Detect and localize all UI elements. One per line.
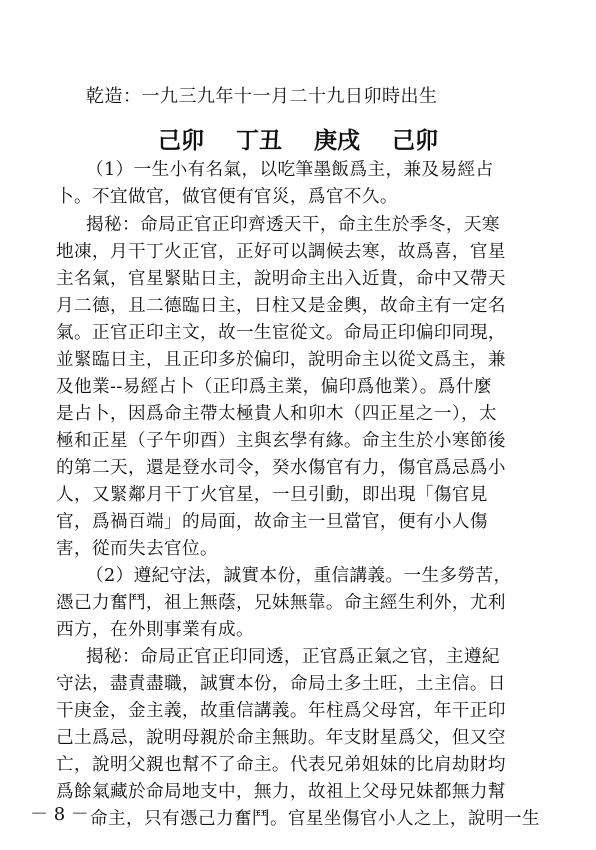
hour-pillar: 己卯 [392, 127, 439, 154]
text-line: 亡，說明父親也幫不了命主。代表兄弟姐妹的比肩劫財均 [56, 755, 506, 775]
text-line: 的第二天，還是登水司令，癸水傷官有力，傷官爲忌爲小 [56, 458, 506, 478]
page-number: － 8 － [30, 804, 89, 825]
text-line: 氣。正官正印主文，故一生宦從文。命局正印偏印同現， [56, 323, 506, 343]
text-line: 害，從而失去官位。 [56, 539, 218, 559]
text-line: 地凍，月干丁火正官，正好可以調候去寒，故爲喜，官星 [56, 242, 506, 262]
text-line: （1）一生小有名氣，以吃筆墨飯爲主，兼及易經占 [86, 160, 494, 180]
text-line: 守法，盡責盡職，誠實本份，命局土多土旺，土主信。日 [56, 674, 506, 694]
text-line: 官，爲禍百端」的局面，故命主一旦當官，便有小人傷 [56, 512, 488, 532]
text-line: 憑己力奮鬥，祖上無蔭，兄妹無靠。命主經生利外，尤利 [56, 593, 506, 613]
text-line: （2）遵紀守法，誠實本份，重信講義。一生多勞苦， [86, 566, 512, 586]
text-line: 揭秘：命局正官正印同透，正官爲正氣之官，主遵紀 [86, 647, 500, 667]
text-line: 揭秘：命局正官正印齊透天干，命主生於季冬，天寒 [86, 215, 500, 235]
day-pillar: 庚戌 [314, 127, 360, 154]
text-line: 及他業--易經占卜（正印爲主業，偏印爲他業）。爲什麼 [56, 377, 492, 397]
year-pillar: 己卯 [157, 127, 204, 154]
month-pillar: 丁丑 [235, 127, 282, 154]
text-line: 是占卜，因爲命主帶太極貴人和卯木（四正星之一），太 [56, 404, 498, 424]
text-line: 己土爲忌，說明母親於命主無助。年支財星爲父，但又空 [56, 728, 506, 748]
text-line: 命主，只有憑己力奮鬥。官星坐傷官小人之上，說明一生 [90, 809, 540, 829]
four-pillars [0, 122, 596, 155]
text-line: 卜。不宜做官，做官便有官災，爲官不久。 [56, 187, 398, 207]
text-line: 主名氣，官星緊貼日主，說明命主出入近貴，命中又帶天 [56, 269, 506, 289]
text-line: 人，又緊鄰月干丁火官星，一旦引動，即出現「傷官見 [56, 485, 488, 505]
text-line: 干庚金，金主義，故重信講義。年柱爲父母宮，年干正印 [56, 701, 506, 721]
text-line: 西方，在外則事業有成。 [56, 620, 254, 640]
text-line: 並緊臨日主，且正印多於偏印，說明命主以從文爲主，兼 [56, 350, 506, 370]
text-line: 爲餘氣藏於命局地支中，無力，故祖上父母兄妹都無力幫 [56, 782, 506, 802]
birth-date-line: 乾造：一九三九年十一月二十九日卯時出生 [86, 86, 438, 107]
text-line: 極和正星（子午卯酉）主與玄學有緣。命主生於小寒節後 [56, 431, 506, 451]
text-line: 月二德，且二德臨日主，日柱又是金輿，故命主有一定名 [56, 296, 506, 316]
